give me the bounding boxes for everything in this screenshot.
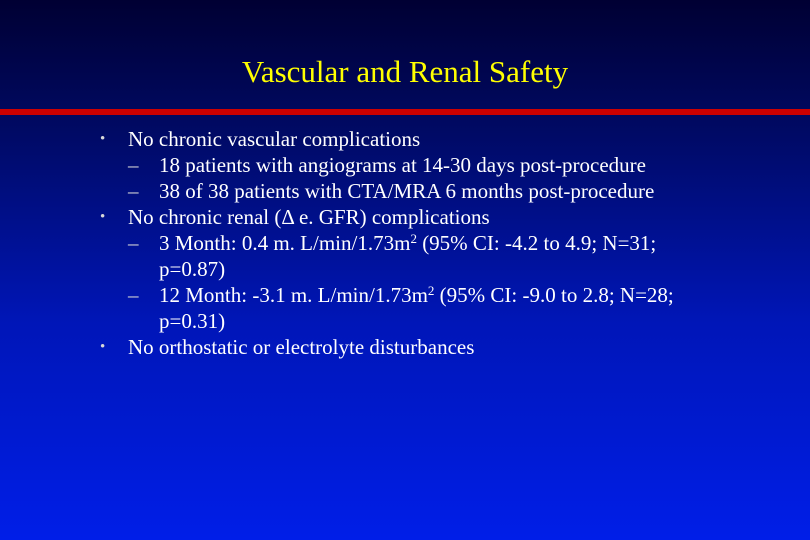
slide-body bbox=[0, 126, 810, 360]
dash-marker: – bbox=[128, 153, 139, 177]
bullet-marker: • bbox=[100, 131, 106, 147]
text-before-sup: 12 Month: -3.1 m. L/min/1.73m bbox=[159, 283, 428, 307]
bullet-vascular bbox=[0, 126, 810, 152]
sub-bullet-text bbox=[159, 283, 674, 307]
text-after-sup: (95% CI: -4.2 to 4.9; N=31; bbox=[416, 231, 657, 255]
bullet-marker: • bbox=[100, 209, 106, 225]
continuation-text: p=0.87) bbox=[159, 257, 226, 281]
bullet-text: No orthostatic or electrolyte disturbances bbox=[128, 335, 475, 359]
text-before-sup: 3 Month: 0.4 m. L/min/1.73m bbox=[159, 231, 411, 255]
dash-marker: – bbox=[128, 231, 139, 255]
bullet-text: No chronic renal (Δ e. GFR) complications bbox=[128, 205, 490, 229]
superscript: 2 bbox=[427, 283, 435, 298]
bullet-marker: • bbox=[100, 339, 106, 355]
title-divider bbox=[0, 109, 810, 115]
sub-bullet-cta-mra bbox=[0, 178, 810, 204]
bullet-text: No chronic vascular complications bbox=[128, 127, 421, 151]
sub-bullet-12-month-continuation bbox=[0, 308, 810, 334]
sub-bullet-text bbox=[159, 231, 656, 255]
sub-bullet-text: 38 of 38 patients with CTA/MRA 6 months post-procedure bbox=[159, 179, 655, 203]
text-after-sup: (95% CI: -9.0 to 2.8; N=28; bbox=[434, 283, 674, 307]
sub-bullet-12-month bbox=[0, 282, 810, 308]
superscript: 2 bbox=[410, 231, 417, 246]
continuation-text: p=0.31) bbox=[159, 309, 226, 333]
slide-title: Vascular and Renal Safety bbox=[241, 54, 569, 89]
bullet-orthostatic bbox=[0, 334, 810, 360]
bullet-renal bbox=[0, 204, 810, 230]
dash-marker: – bbox=[128, 179, 139, 203]
sub-bullet-angiograms bbox=[0, 152, 810, 178]
dash-marker: – bbox=[128, 283, 139, 307]
sub-bullet-3-month-continuation bbox=[0, 256, 810, 282]
sub-bullet-3-month bbox=[0, 230, 810, 256]
sub-bullet-text: 18 patients with angiograms at 14-30 days post-procedure bbox=[159, 153, 646, 177]
